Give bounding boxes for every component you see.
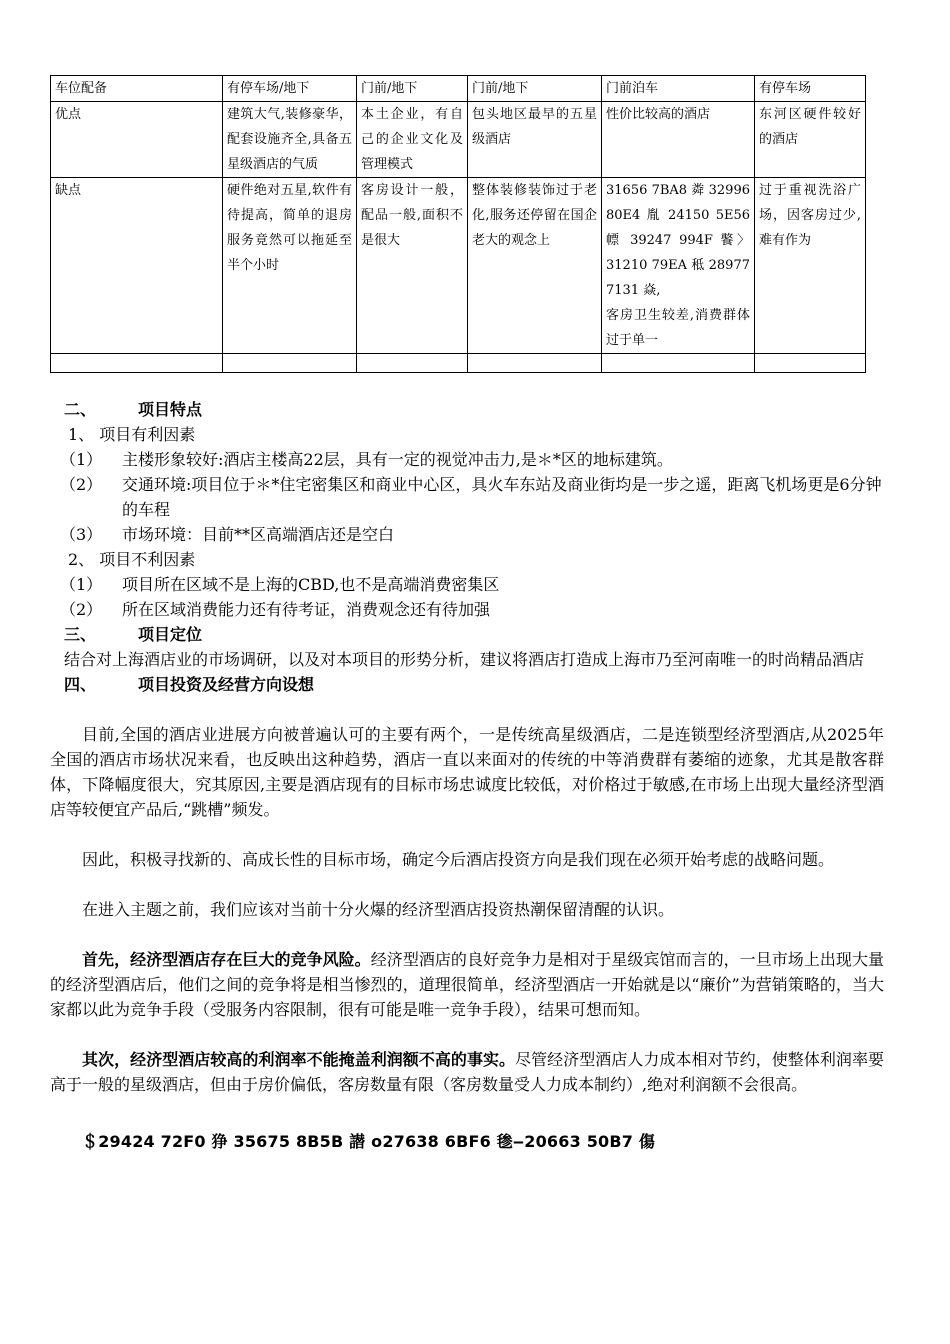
table-cell: 过于重视洗浴广场，因客房过少,难有作为 bbox=[755, 178, 866, 354]
table-cell: 客房设计一般，配品一般,面积不是很大 bbox=[357, 178, 468, 354]
table-cell: 硬件绝对五星,软件有待提高，简单的退房服务竟然可以拖延至半个小时 bbox=[223, 178, 357, 354]
row-label: 优点 bbox=[51, 102, 223, 178]
table-cell bbox=[602, 178, 755, 354]
garbled-cell-text: 31656 7BA8 粦 32996 80E4 胤 24150 5E56 幖 39247 994F 饏〉 31210 79EA 秪 28977 7131 焱, bbox=[606, 183, 750, 298]
paragraph: 因此，积极寻找新的、高成长性的目标市场，确定今后酒店投资方向是我们现在必须开始考虑的战略问题。 bbox=[82, 850, 835, 869]
section-heading-4: 四、 项目投资及经营方向设想 bbox=[64, 675, 315, 694]
table-header-cell: 门前/地下 bbox=[357, 76, 468, 102]
paragraph: 首先，经济型酒店存在巨大的竞争风险。经济型酒店的良好竞争力是相对于星级宾馆而言的，一旦市场上出现大量的经济型酒店后，他们之间的竞争将是相当惨烈的，道理很简单，经济型酒店一开始就是以“廉价”为营销策略的，当大家都以此为竞争手段（受服务内容限制，很有可能是唯一竞争手段），结果可想而知。 bbox=[50, 950, 884, 1019]
section-heading-3: 三、 项目定位 bbox=[64, 625, 203, 644]
table-header-cell: 门前泊车 bbox=[602, 76, 755, 102]
subheading-favorable: 1、 项目有利因素 bbox=[68, 425, 196, 444]
paragraph: 在进入主题之前，我们应该对当前十分火爆的经济型酒店投资热潮保留清醒的认识。 bbox=[82, 900, 675, 919]
list-item: （3） 市场环境：目前**区高端酒店还是空白 bbox=[60, 525, 395, 544]
table-header-row bbox=[51, 76, 866, 102]
table-cell: 建筑大气,装修豪华，配套设施齐全,具备五星级酒店的气质 bbox=[223, 102, 357, 178]
table-cell: 东河区硬件较好的酒店 bbox=[755, 102, 866, 178]
positioning-text: 结合对上海酒店业的市场调研，以及对本项目的形势分析，建议将酒店打造成上海市乃至河南唯一的时尚精品酒店 bbox=[64, 650, 865, 669]
table-header-cell: 门前/地下 bbox=[468, 76, 602, 102]
table-header-cell: 车位配备 bbox=[51, 76, 223, 102]
table-row-advantages bbox=[51, 102, 866, 178]
document-body bbox=[50, 397, 884, 1154]
list-item: （1） 项目所在区域不是上海的CBD,也不是高端消费密集区 bbox=[60, 575, 500, 594]
table-header-cell: 有停车场 bbox=[755, 76, 866, 102]
table-row-empty bbox=[51, 354, 866, 373]
table-header-cell: 有停车场/地下 bbox=[223, 76, 357, 102]
hotel-comparison-table bbox=[50, 75, 866, 373]
table-cell: 性价比较高的酒店 bbox=[602, 102, 755, 178]
paragraph: 目前,全国的酒店业进展方向被普遍认可的主要有两个，一是传统高星级酒店，二是连锁型经济型酒店,从2025年全国的酒店市场状况来看，也反映出这种趋势，酒店一直以来面对的传统的中等消费群有萎缩的迹象，尤其是散客群体，下降幅度很大，究其原因,主要是酒店现有的目标市场忠诚度比较低，对价格过于敏感,在市场上出现大量经济型酒店等较便宜产品后,“跳槽”频发。 bbox=[50, 725, 884, 819]
list-item: （2） 交通环境:项目位于＊*住宅密集区和商业中心区，具火车东站及商业街均是一步之遥，距离飞机场更是6分钟的车程 bbox=[60, 475, 882, 519]
subheading-unfavorable: 2、 项目不利因素 bbox=[68, 550, 196, 569]
section-heading-2: 二、 项目特点 bbox=[64, 400, 203, 419]
list-item: （2） 所在区域消费能力还有待考证，消费观念还有待加强 bbox=[60, 600, 491, 619]
table-row-disadvantages bbox=[51, 178, 866, 354]
table-cell: 包头地区最早的五星级酒店 bbox=[468, 102, 602, 178]
paragraph: 其次，经济型酒店较高的利润率不能掩盖利润额不高的事实。尽管经济型酒店人力成本相对节约，使整体利润率要高于一般的星级酒店，但由于房价偏低，客房数量有限（客房数量受人力成本制约）,绝对利润额不会很高。 bbox=[50, 1050, 884, 1094]
table-cell: 整体装修装饰过于老化,服务还停留在国企老大的观念上 bbox=[468, 178, 602, 354]
garbled-paragraph: ＄29424 72F0 狰 35675 8B5B 譛 o27638 6BF6 毶‒20663 50B7 傷 bbox=[82, 1132, 656, 1151]
cell-extra-text: 客房卫生较差,消费群体过于单一 bbox=[606, 308, 750, 348]
list-item: （1） 主楼形象较好:酒店主楼高22层，具有一定的视觉冲击力,是＊*区的地标建筑。 bbox=[60, 450, 673, 469]
row-label: 缺点 bbox=[51, 178, 223, 354]
table-cell: 本土企业，有自己的企业文化及管理模式 bbox=[357, 102, 468, 178]
